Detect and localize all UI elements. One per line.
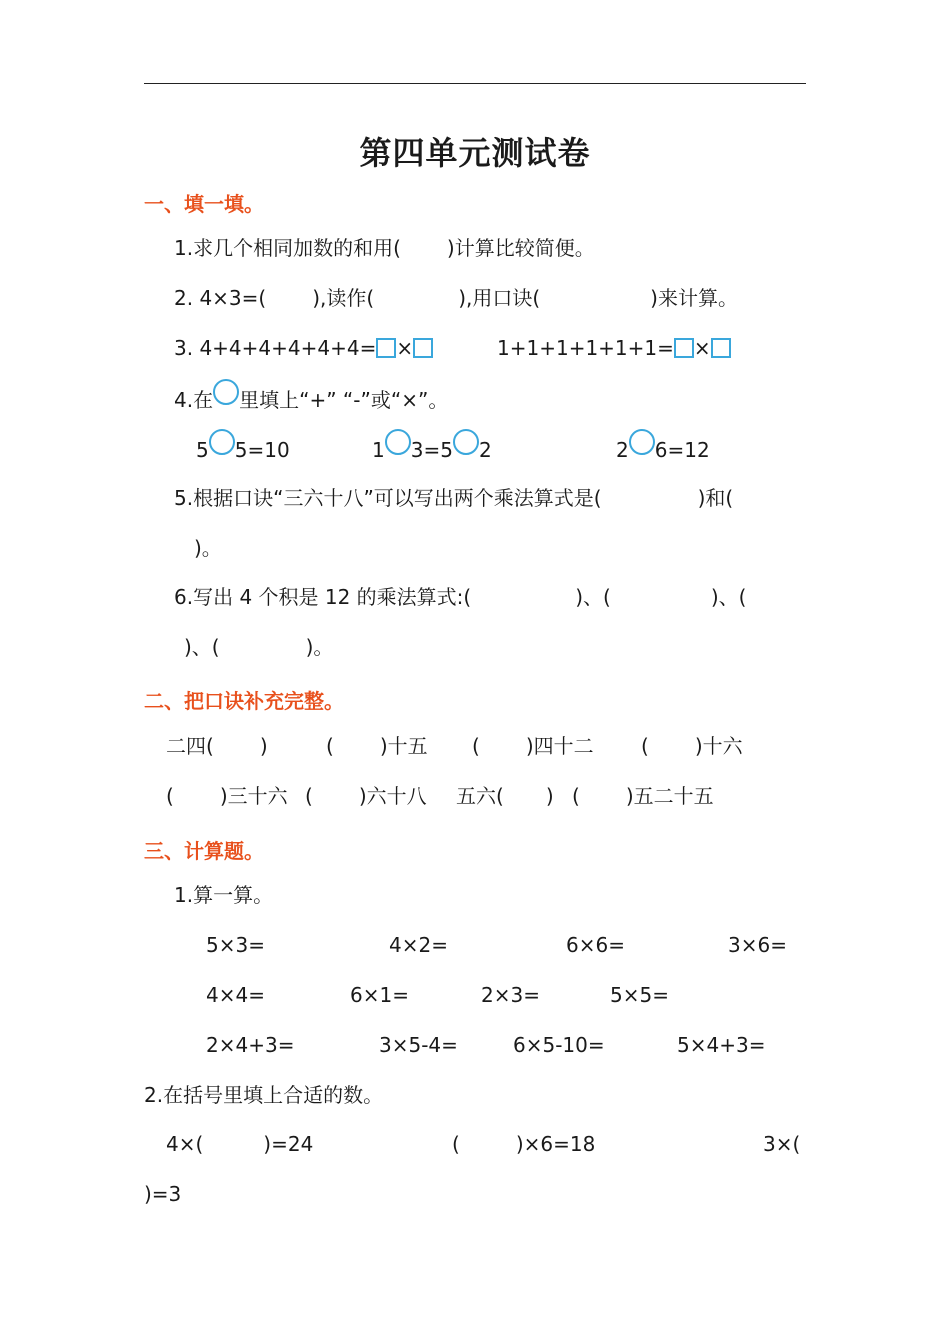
calc-item: 2×4+3=: [206, 1033, 295, 1057]
q1-4-text-a: 4.在: [174, 388, 214, 412]
calc-item: 4×4=: [206, 983, 265, 1007]
circle-equation-3: [616, 429, 710, 464]
koujue-text: (: [166, 784, 174, 808]
koujue-item: [326, 732, 428, 760]
calc-item: 6×6=: [566, 933, 625, 957]
q1-2-text-b: ),读作(: [312, 286, 375, 310]
calc-item: 6×1=: [350, 983, 409, 1007]
eq2-left: 1: [372, 438, 385, 462]
koujue-text: 二四(: [166, 734, 214, 758]
eq2-right: 2: [478, 438, 492, 462]
answer-circle[interactable]: [629, 429, 655, 455]
section-1-heading: 一、填一填。: [144, 192, 264, 216]
question-1-6-cont: [184, 633, 333, 661]
q1-5-text-b: )和(: [697, 486, 734, 510]
fill-text: 4×(: [166, 1132, 204, 1156]
fill-text: (: [452, 1132, 460, 1156]
koujue-item: [166, 732, 268, 760]
circle-equation-1: [196, 429, 290, 464]
question-1-3b: [497, 334, 731, 362]
answer-square[interactable]: [376, 338, 396, 358]
top-rule: [144, 83, 806, 84]
q1-3-expr-b: 1+1+1+1+1+1=: [497, 336, 674, 360]
koujue-text: )三十六: [219, 784, 288, 808]
fill-item-3: 3×(: [763, 1132, 801, 1156]
calc-item: 2×3=: [481, 983, 540, 1007]
koujue-text: (: [472, 734, 480, 758]
question-1-5: [174, 484, 733, 512]
calc-item: 5×4+3=: [677, 1033, 766, 1057]
koujue-text: ): [259, 734, 268, 758]
q1-6-text-c: )、(: [710, 585, 747, 609]
q1-3-expr-a: 3. 4+4+4+4+4+4=: [174, 336, 377, 360]
section-2-heading: 二、把口诀补充完整。: [144, 689, 344, 713]
answer-circle[interactable]: [209, 429, 235, 455]
answer-square[interactable]: [413, 338, 433, 358]
page-title: 第四单元测试卷: [359, 134, 591, 172]
answer-circle[interactable]: [385, 429, 411, 455]
calc-item: 3×6=: [728, 933, 787, 957]
q1-1-text-a: 1.求几个相同加数的和用(: [174, 236, 401, 260]
fill-item-1: [166, 1130, 313, 1158]
q1-1-text-b: )计算比较简便。: [446, 236, 595, 260]
koujue-item: [456, 782, 554, 810]
q1-2-text-c: ),用口诀(: [458, 286, 541, 310]
koujue-text: ): [545, 784, 554, 808]
q1-6-text-e: )。: [305, 635, 334, 659]
koujue-text: (: [305, 784, 313, 808]
koujue-text: 五六(: [456, 784, 504, 808]
fill-text: )=24: [263, 1132, 314, 1156]
answer-circle[interactable]: [213, 379, 239, 405]
eq3-left: 2: [616, 438, 629, 462]
answer-circle[interactable]: [453, 429, 479, 455]
koujue-text: (: [326, 734, 334, 758]
q1-4-text-b: 里填上“+” “-”或“×”。: [239, 388, 449, 412]
calc-item: 6×5-10=: [513, 1033, 605, 1057]
eq2-mid: 3=5: [410, 438, 453, 462]
times-sign: ×: [396, 336, 414, 360]
q1-5-text-a: 5.根据口诀“三六十八”可以写出两个乘法算式是(: [174, 486, 602, 510]
question-3-2: 2.在括号里填上合适的数。: [144, 1083, 384, 1107]
question-1-4: [174, 379, 448, 414]
koujue-text: )十五: [379, 734, 428, 758]
circle-equation-2: [372, 429, 492, 464]
question-1-6: [174, 583, 746, 611]
koujue-item: [572, 782, 714, 810]
koujue-item: [305, 782, 427, 810]
q1-6-text-d: )、(: [184, 635, 220, 659]
eq1-left: 5: [196, 438, 209, 462]
answer-square[interactable]: [711, 338, 731, 358]
question-3-1: 1.算一算。: [174, 883, 274, 907]
question-1-3: [174, 334, 433, 362]
koujue-text: )六十八: [358, 784, 427, 808]
calc-item: 5×5=: [610, 983, 669, 1007]
section-3-heading: 三、计算题。: [144, 839, 264, 863]
question-1-1: [174, 234, 595, 262]
fill-item-3-cont: )=3: [144, 1182, 182, 1206]
koujue-text: )四十二: [525, 734, 594, 758]
calc-item: 5×3=: [206, 933, 265, 957]
koujue-item: [166, 782, 288, 810]
fill-item-2: [452, 1130, 595, 1158]
koujue-text: (: [641, 734, 649, 758]
calc-item: 3×5-4=: [379, 1033, 458, 1057]
q1-6-text-a: 6.写出 4 个积是 12 的乘法算式:(: [174, 585, 472, 609]
question-1-2: [174, 284, 738, 312]
koujue-text: )十六: [694, 734, 743, 758]
koujue-item: [641, 732, 743, 760]
q1-6-text-b: )、(: [575, 585, 611, 609]
calc-item: 4×2=: [389, 933, 448, 957]
koujue-text: (: [572, 784, 580, 808]
q1-2-text-a: 2. 4×3=(: [174, 286, 267, 310]
eq1-right: 5=10: [234, 438, 290, 462]
eq3-right: 6=12: [654, 438, 710, 462]
times-sign: ×: [693, 336, 711, 360]
answer-square[interactable]: [674, 338, 694, 358]
fill-text: )×6=18: [515, 1132, 596, 1156]
koujue-item: [472, 732, 594, 760]
question-1-5-cont: )。: [194, 536, 222, 560]
q1-2-text-d: )来计算。: [650, 286, 738, 310]
koujue-text: )五二十五: [625, 784, 714, 808]
